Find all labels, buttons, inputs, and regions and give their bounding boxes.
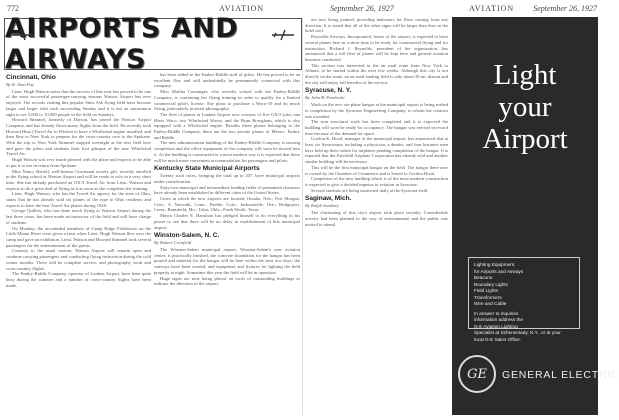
article-column-3: [305, 17, 448, 414]
section-banner: [4, 13, 302, 75]
ad-panel-line: Lighting Equipment: [474, 262, 515, 267]
article-paragraph: Mayor Charles E. Hamilton has pledged himself to do everything in his power to see that there will be no delay in establishment of this municipal airport.: [154, 213, 300, 230]
right-magazine-name: AVIATION: [469, 4, 515, 13]
article-paragraph: The iron structural work has been completed and it is expected the building will soon be ready for occupancy. The hangar was erected in record time because of the demand for space.: [305, 119, 448, 136]
ad-panel-line: Transformers: [474, 294, 502, 300]
article-paragraph: Miss Martha Conninger, who recently soloed with the Embry-Riddle Company, is continuing her flying training in order to qualify for a limited commercial pilot's license. She plans to purchase a Waco-10 and do much flying, particularly in aerial photography.: [154, 89, 300, 112]
article-paragraph: This section was interested in the air mail route from New York to Atlanta, to be started within the next few weeks. Although this city is not directly on the route, an air mail landing field is only about 30 mi. distant and the city will enjoy full benefits of the service.: [305, 62, 448, 85]
ad-panel-line: Specialist at Schenectady, N.Y., or at your: [474, 330, 561, 335]
article-paragraph: The Winston-Salem municipal airport, Winston-Salem's new aviation center, is practically finished, the concrete foundation for the hangar has been poured and material for the hangar will be here within the next few days; the runways have been created, and equipment and fixtures for lighting the field properly at night. Sometime this year the field will be in operation.: [154, 246, 300, 275]
ad-panel-line: Field Lights: [474, 288, 498, 293]
article-paragraph: Twenty such cities, bringing the total up to 207, have municipal airports under consideration.: [154, 173, 300, 184]
article-byline: By Robert Cornfield: [154, 240, 192, 246]
article-paragraph: Hugh Watson was very much pleased with the plane and expects to be able to put it to use in return from Spokane.: [6, 157, 151, 168]
article-paragraph: Contrary to the usual custom, Watson Airport will remain open and continue carrying passengers and conducting flying instruction during the cold winter months. There will be complete service, and photography work and cross-country flights.: [6, 248, 151, 271]
article-paragraph: The new administration building of the Embry-Riddle Company is nearing completion and the office equipment of the company will soon be moved into it. As the building is constructed in a most modern way it is expected that there will be much more convenient accommodation for passengers and pilots.: [154, 140, 300, 163]
ad-panel-line: local G-E Sales Office.: [474, 336, 522, 342]
ad-panel-line: In answer to inquiries: [474, 310, 519, 316]
ge-logo-text: GE: [467, 366, 487, 382]
left-magazine-name: AVIATION: [219, 4, 265, 13]
article-paragraph: Several students are being instructed daily at the Syracuse field.: [311, 187, 429, 193]
ad-panel-line: G-E Aviation Lighting: [474, 323, 518, 329]
article-heading: Winston-Salem, N. C.: [154, 232, 220, 240]
column-divider: [302, 17, 303, 415]
article-paragraph: Gordon K. Hood, manager of the municipal airport, has announced that at least six Syracusans, including a physician, a dentist, and four business men have held up their orders for airplanes pending completion of the hangar. It is reported that the Fairchild Airplane Corporation has already sold and another similar building will be necessary.: [305, 136, 448, 165]
ad-panel-line: information address the: [474, 317, 523, 322]
article-paragraph: has been added to the Embry-Riddle staff of pilots. He has proved to be an excellent flier and will undoubtedly be permanently connected with this company.: [154, 72, 300, 89]
article-paragraph: Miss Nancy Barrell, well-known Cincinnati society girl, recently enrolled in the flying school at Watson Airport and will be ready to solo in a very short time. She has already purchased an OX-5 Travel Air from Lieut. Watson and expects to do a great deal of flying in it as soon as she completes her training.: [6, 168, 151, 191]
article-byline: By R. Alan Fay: [6, 82, 34, 87]
left-page-number: 772: [7, 4, 19, 13]
ad-brand-name: GENERAL ELECTRIC: [502, 369, 619, 381]
ad-headline: [452, 59, 598, 155]
article-byline: By Ralph Swakney: [305, 203, 340, 209]
ad-headline-line: your: [498, 91, 552, 123]
ad-equipment-panel: [468, 257, 580, 342]
airplane-icon: [11, 29, 35, 41]
ad-headline-line: Airport: [482, 123, 568, 155]
right-issue-date: September 26, 1927: [533, 4, 597, 13]
ad-panel-line: Beacons: [474, 275, 493, 280]
article-paragraph: The christening of this city's airport took place recently. Considerable activity had been planned in the way of entertainment and the public was invited to attend.: [305, 210, 448, 227]
article-paragraph: Work on the new six-plane hangar at the municipal airport is being rushed to completion by the Syracuse Engineering Company, to whom the contract was awarded.: [305, 102, 448, 119]
ad-headline-line: Light: [493, 59, 557, 91]
ad-panel-line: Wire and Cable: [474, 301, 507, 306]
article-paragraph: The fleet of planes at Lunken Airport now consists of five OX-5 jobs, one Hisso Waco, two Whirlwind Wacos, and the Ryan Brougham, which is also equipped with a Whirlwind engine. Besides these planes belonging to the Embry-Riddle Company, there are the two private planes of Messrs. Embry and Riddle.: [154, 111, 300, 140]
general-electric-advertisement: [452, 17, 619, 415]
article-paragraph: The Embry-Riddle Company, operator of Lunken Airport, have been quite busy during the summer and a number of cross-country flights have been made.: [6, 271, 151, 288]
article-heading: Syracuse, N. Y.: [305, 87, 352, 95]
article-paragraph: On Monday, the air-minded members of Camp Ridge Fieldtower on the Little Miami River were given a treat when Lieut. Hugh Watson flew over the camp and gave an exhibition. Lieut. Watson and Howard Stimmel took several passengers for the entertainment of the guests.: [6, 225, 151, 248]
article-column-1: [6, 72, 151, 414]
article-heading: Cincinnati, Ohio: [6, 74, 56, 81]
ad-panel-line: Boundary Lights: [474, 281, 508, 287]
airplane-icon: [271, 29, 295, 41]
article-byline: By John B. Pembroke: [305, 95, 345, 101]
ge-logo: [458, 355, 496, 393]
article-paragraph: are now being painted, providing indicators for fliers coming from any direction. It is stated that all of the other signs will be larger than that on the hotel roof.: [305, 17, 448, 34]
article-paragraph: George Quillen, who has done much flying at Watson Airport during the last three years, has been made an instructor of the field and will have charge of students.: [6, 208, 151, 225]
article-paragraph: Cities in which the new airports are located: Omaha, Neb.; Port Morgan, Colo.; S. Norwalk, Conn.; Pueblo, Colo.; Jacksonville, Ore.; Bridgeport, Conn.; Bramfield, Mo.; Tulsa, Okla.; Forth Worth, Texas.: [154, 196, 300, 213]
article-paragraph: Lieut. Hugh Watson states that the success of this year has proved to be one of the most successful passenger-carrying seasons Watson Airport has ever enjoyed. The records visiting this popular Sims Ask flying field have become larger and larger with each succeeding Sunday and it is not an uncommon sight to see 5,000 to 10,000 people in the field on Sundays.: [6, 88, 151, 117]
left-issue-date: September 26, 1927: [330, 4, 394, 13]
ad-panel-line: for Airports and Airways: [474, 268, 524, 274]
article-column-2: [154, 72, 300, 414]
article-paragraph: Lieut. Hugh Watson, who has the Travel Air agency for the state of Ohio, states that he has already sold six planes of the type to Ohio residents and expects to have the best Travel Air planes during 1928.: [6, 191, 151, 208]
article-paragraph: This will be the first municipal hangar on the field. The hangar there now is owned by the Chamber of Commerce and is leased to Gordon Hood.: [305, 164, 448, 176]
article-paragraph: Reynolds Airways, Incorporated, lessee of the airport, is expected to have several planes here in a short time to be ready for commercial flying and for instruction. Richard J. Reynolds, president of the organization, has announced that a full fleet of planes will be kept here and general aviation business conducted.: [305, 34, 448, 62]
article-paragraph: Huge signs are now being placed on roofs of outstanding buildings to indicate the direction of the airport.: [154, 275, 300, 287]
article-heading: Saginaw, Mich.: [305, 195, 352, 203]
article-paragraph: Howard Stimmel, formerly of Dayton, has joined the Watson Airport Company, and has already flown many flights from the field. He recently took Howard Huss (Travel Air to Wichita to have a Whirlwind engine installed, and then flew to New York to prepare for the cross-country race to the Spokane. With the trip to New York Stimmel stopped overnight at the new field here and gave the pilots and students their first glimpse of the new Whirlwind Travel Air.: [6, 117, 151, 157]
section-title: AIRPORTS AND AIRWAYS: [5, 13, 239, 75]
article-paragraph: Completion of the new building which is of the most modern construction is expected to give a decided impetus to aviation in Syracuse.: [305, 176, 448, 187]
article-paragraph: Sixty-two municipal and intermediate landing fields of permanent character have already been established in different cities of the United States.: [154, 184, 300, 196]
article-heading: Kentucky State Municipal Airports: [154, 165, 260, 173]
